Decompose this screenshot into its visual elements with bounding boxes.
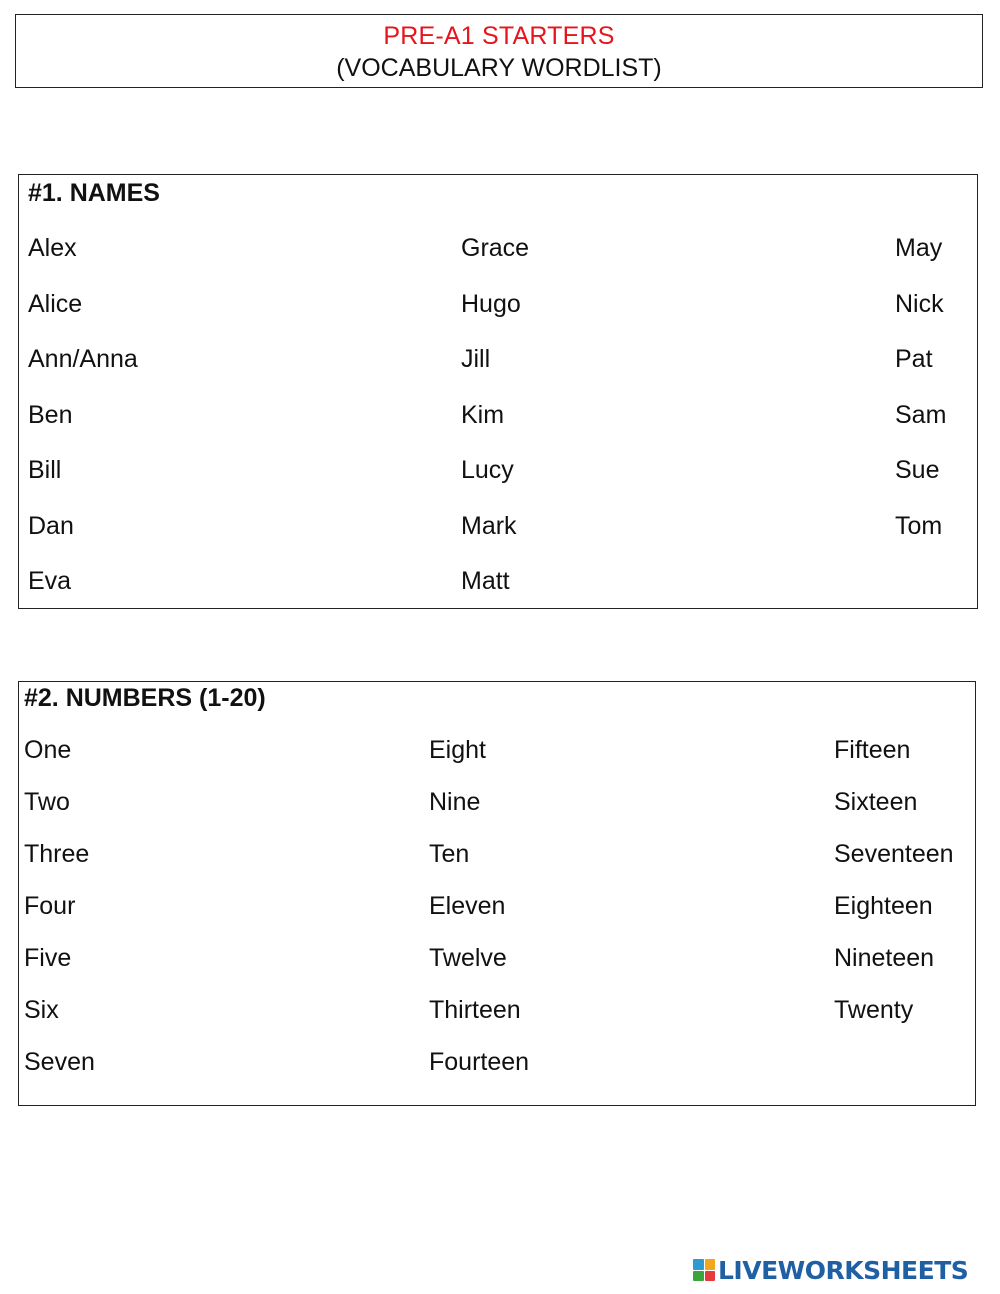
word-item: Four — [24, 892, 76, 920]
names-column-1 — [28, 233, 138, 622]
word-item: Alex — [28, 234, 77, 262]
word-item: Sue — [895, 456, 940, 484]
word-item: Six — [24, 996, 59, 1024]
word-item: Seventeen — [834, 840, 954, 868]
word-item: Fifteen — [834, 736, 911, 764]
word-item: Two — [24, 788, 70, 816]
numbers-column-1 — [24, 735, 95, 1099]
word-item: Jill — [461, 345, 491, 373]
word-item: Sam — [895, 400, 947, 429]
word-item: Nine — [429, 788, 481, 816]
word-item: Bill — [28, 456, 62, 484]
page-title: PRE-A1 STARTERS — [383, 22, 615, 50]
word-item: Ben — [28, 400, 73, 429]
word-item: Kim — [461, 400, 505, 429]
word-item: Eva — [28, 567, 72, 595]
word-item: Seven — [24, 1048, 95, 1076]
names-column-2 — [461, 233, 529, 622]
word-item: Fourteen — [429, 1048, 530, 1076]
numbers-column-3 — [834, 735, 954, 1047]
word-item: Eighteen — [834, 892, 933, 920]
word-item: Eleven — [429, 892, 506, 920]
title-box — [15, 14, 983, 88]
names-column-3 — [895, 233, 946, 566]
page-subtitle: (VOCABULARY WORDLIST) — [336, 54, 662, 82]
logo-text: LIVEWORKSHEETS — [718, 1255, 969, 1285]
word-item: Twelve — [429, 944, 507, 972]
word-item: Ten — [429, 840, 470, 868]
numbers-heading: #2. NUMBERS (1-20) — [24, 684, 266, 712]
word-item: Five — [24, 944, 72, 972]
word-item: Nineteen — [834, 944, 935, 972]
word-item: Nick — [895, 289, 944, 318]
liveworksheets-logo-icon — [693, 1259, 715, 1281]
numbers-column-2 — [429, 735, 529, 1099]
word-item: Three — [24, 840, 90, 868]
word-item: May — [895, 234, 943, 262]
word-item: Ann/Anna — [28, 345, 138, 373]
word-item: Tom — [895, 511, 943, 540]
word-item: Dan — [28, 511, 74, 540]
word-item: Alice — [28, 289, 83, 318]
word-item: Thirteen — [429, 996, 521, 1024]
word-item: Pat — [895, 345, 933, 373]
word-item: Twenty — [834, 996, 914, 1024]
word-item: Lucy — [461, 456, 514, 484]
word-item: Matt — [461, 567, 510, 595]
word-item: One — [24, 736, 72, 764]
names-section — [18, 174, 978, 609]
numbers-section — [18, 681, 976, 1106]
word-item: Eight — [429, 736, 486, 764]
liveworksheets-logo[interactable] — [693, 1253, 968, 1287]
word-item: Hugo — [461, 289, 521, 318]
word-item: Mark — [461, 511, 517, 540]
names-heading: #1. NAMES — [28, 179, 160, 207]
word-item: Sixteen — [834, 788, 918, 816]
word-item: Grace — [461, 234, 530, 262]
